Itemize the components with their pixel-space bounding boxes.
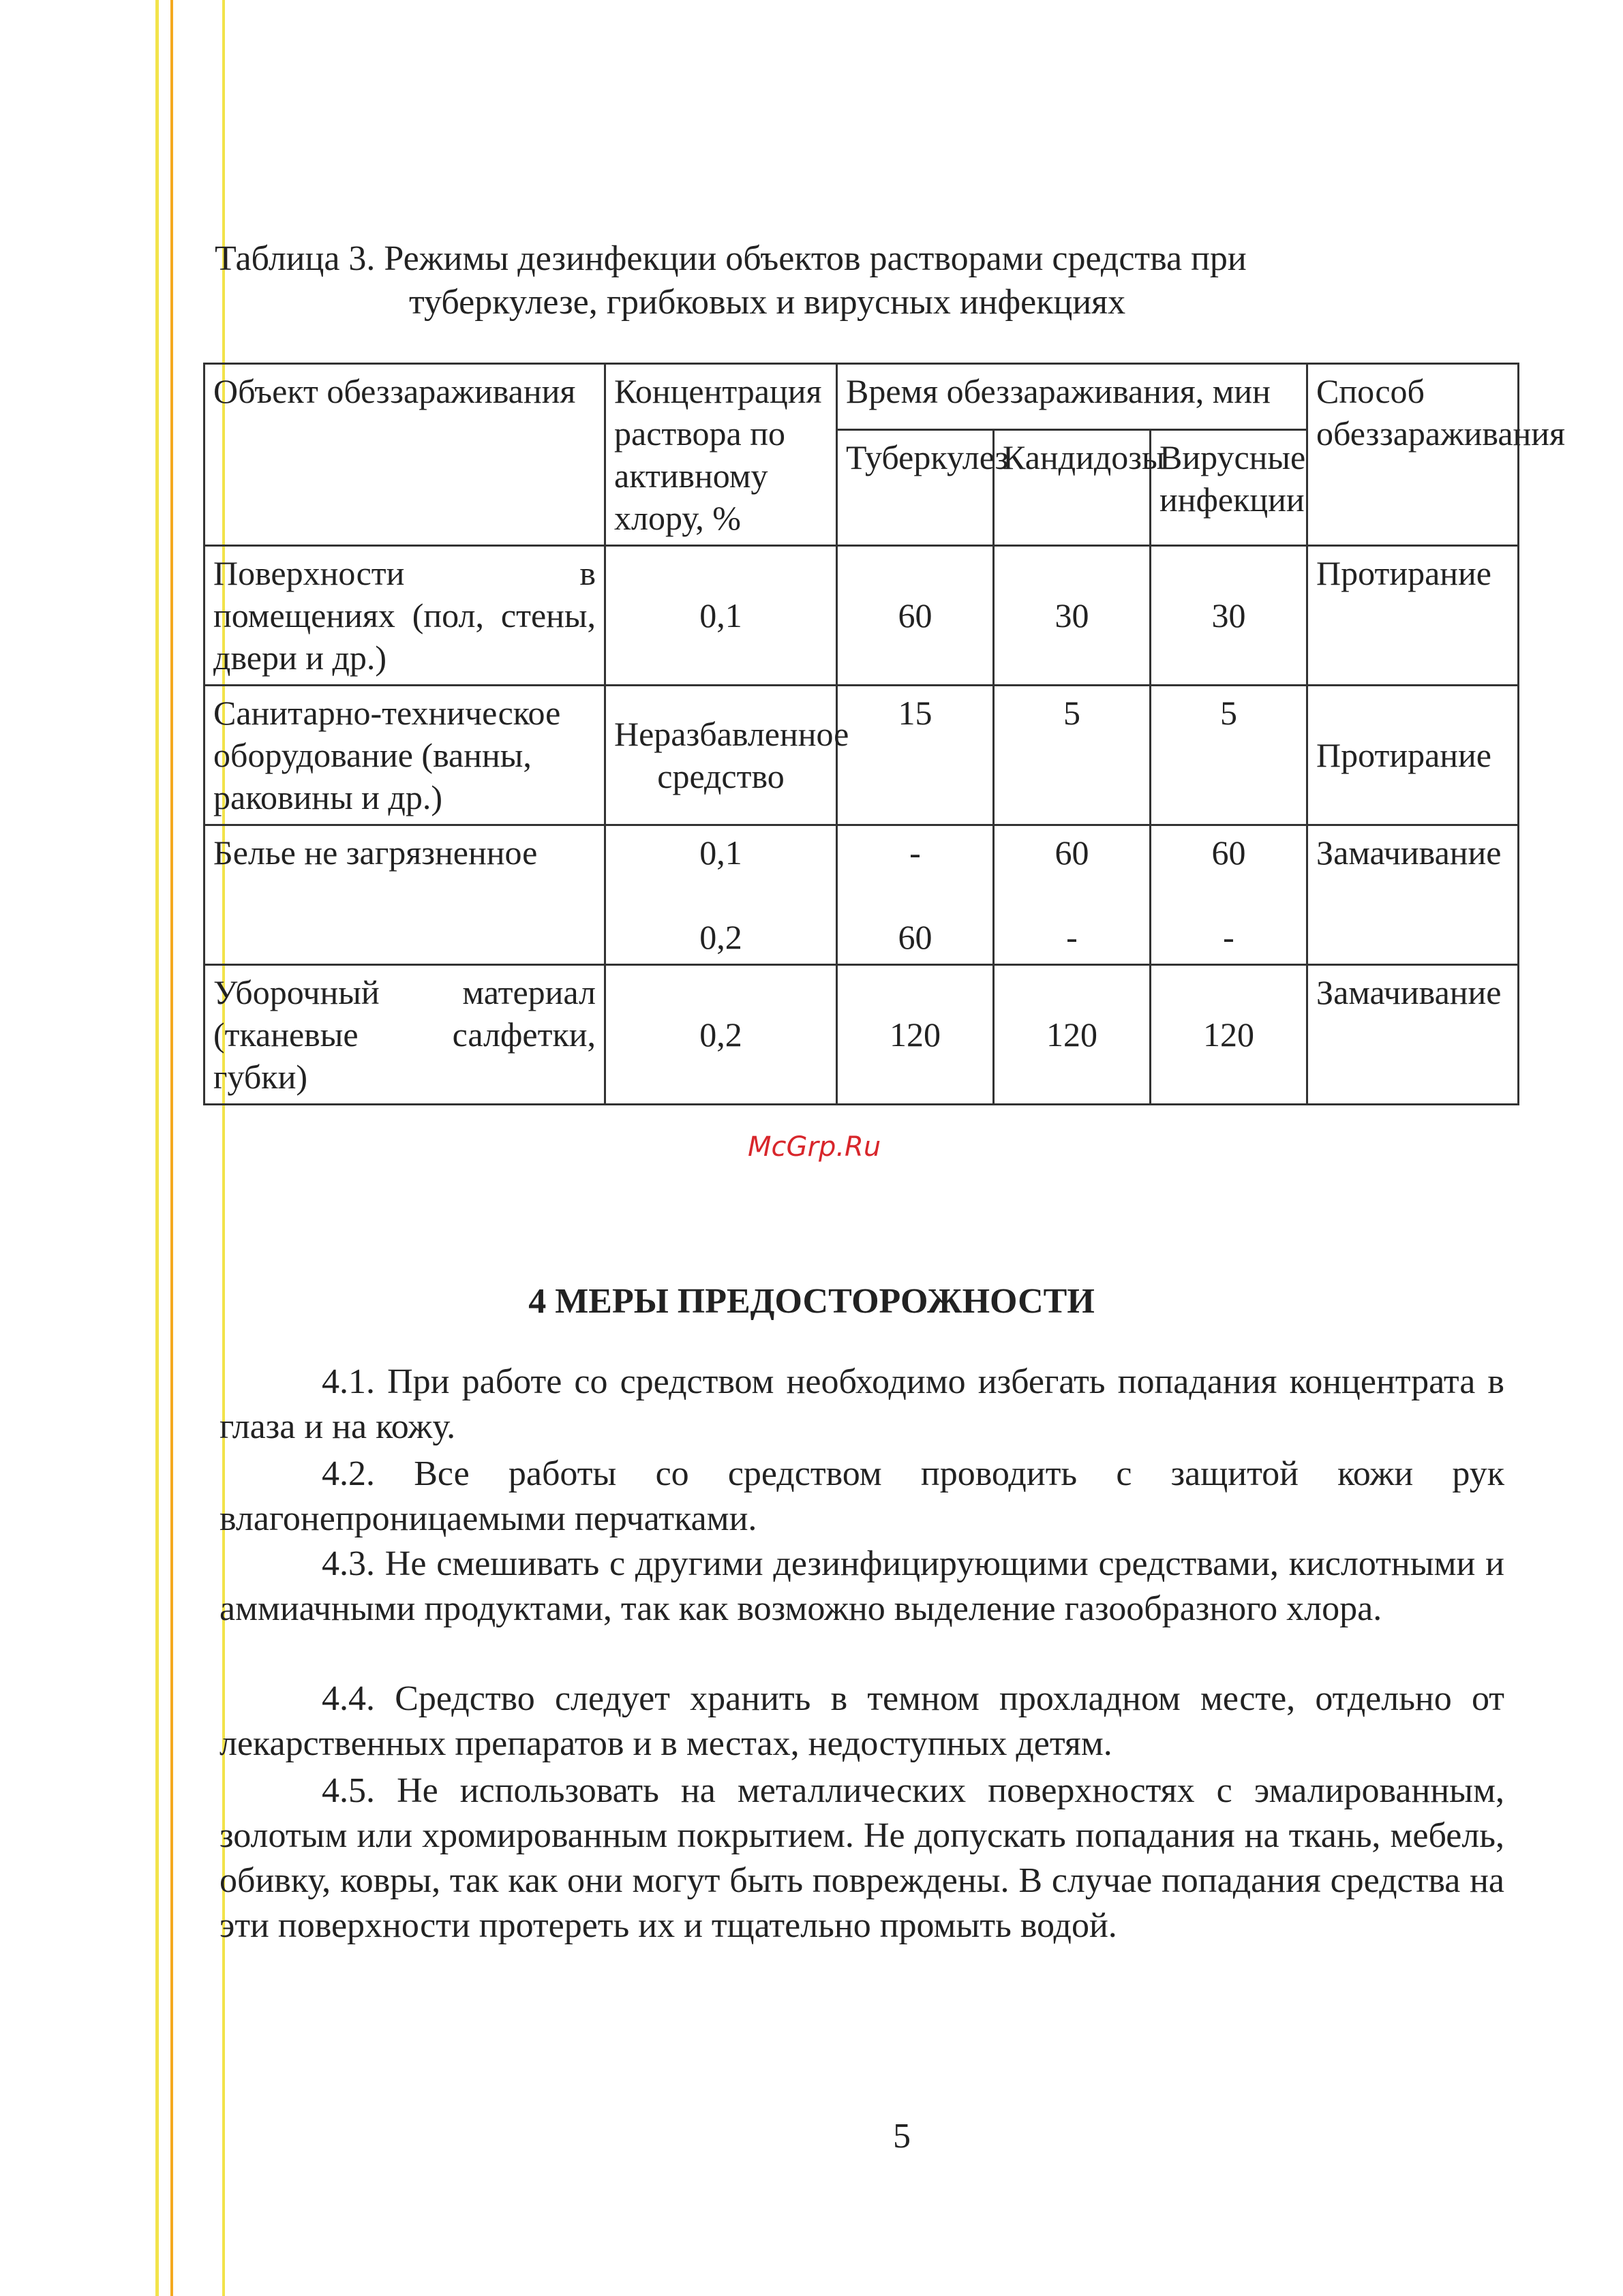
- header-tuberculosis: Туберкулез: [837, 429, 994, 545]
- header-method: Способ обеззараживания: [1307, 364, 1519, 546]
- cell-tuberculosis: 15: [837, 686, 994, 825]
- cell-tuberculosis: 120: [837, 965, 994, 1105]
- header-object: Объект обеззараживания: [204, 364, 605, 546]
- cell-object: Уборочный материал (тканевые салфетки, губки): [204, 965, 605, 1105]
- cell-value: -: [1223, 918, 1234, 956]
- cell-candidiasis: 120: [994, 965, 1151, 1105]
- header-candidiasis: Кандидозы: [994, 429, 1151, 545]
- table-row: [204, 965, 1519, 1105]
- cell-concentration: 0,2: [605, 965, 837, 1105]
- cell-tuberculosis: 60: [837, 546, 994, 686]
- paragraph: 4.1. При работе со средством необходимо избегать попадания концентрата в глаза и на кожу.: [219, 1362, 1504, 1446]
- paragraph: 4.3. Не смешивать с другими дезинфицирующими средствами, кислотными и аммиачными продуктами, так как возможно выделение газообразного хлора.: [219, 1544, 1504, 1628]
- paragraph: 4.4. Средство следует хранить в темном прохладном месте, отдельно от лекарственных препаратов и в местах, недоступных детям.: [219, 1679, 1504, 1763]
- table-row: [204, 546, 1519, 686]
- table-row: [204, 686, 1519, 825]
- paragraph: 4.5. Не использовать на металлических поверхностях с эмалированным, золотым или хромированным покрытием. Не допускать попадания на ткань, мебель, обивку, ковры, так как они могут быть повреждены. В случае попадания средства на эти поверхности протереть их и тщательно промыть водой.: [219, 1771, 1504, 1945]
- cell-concentration: [605, 825, 837, 965]
- cell-object: Поверхности в помещениях (пол, стены, двери и др.): [204, 546, 605, 686]
- cell-value: 0,1: [699, 833, 742, 872]
- cell-concentration: 0,1: [605, 546, 837, 686]
- cell-method: Замачивание: [1307, 965, 1519, 1105]
- cell-value: -: [909, 833, 921, 872]
- cell-viral: 120: [1151, 965, 1307, 1105]
- cell-tuberculosis: [837, 825, 994, 965]
- watermark: McGrp.Ru: [748, 1131, 881, 1163]
- cell-candidiasis: 5: [994, 686, 1151, 825]
- cell-concentration: Неразбавленное средство: [605, 686, 837, 825]
- cell-object: Санитарно-техническое оборудование (ванны, раковины и др.): [204, 686, 605, 825]
- binding-line: [170, 0, 173, 2296]
- cell-viral: [1151, 825, 1307, 965]
- cell-value: 60: [1055, 833, 1089, 872]
- cell-method: Замачивание: [1307, 825, 1519, 965]
- binding-line: [155, 0, 159, 2296]
- paragraph: 4.2. Все работы со средством проводить с защитой кожи рук влагонепроницаемыми перчатками.: [219, 1454, 1504, 1538]
- cell-value: -: [1066, 918, 1078, 956]
- table-row: [204, 825, 1519, 965]
- page-number: 5: [893, 2117, 911, 2156]
- cell-viral: 30: [1151, 546, 1307, 686]
- disinfection-table: [203, 363, 1566, 1105]
- table-caption: [215, 237, 1374, 324]
- cell-object: Белье не загрязненное: [204, 825, 605, 965]
- header-time: Время обеззараживания, мин: [837, 364, 1307, 430]
- cell-method: Протирание: [1307, 686, 1519, 825]
- table-caption-line1: Таблица 3. Режимы дезинфекции объектов растворами средства при: [215, 239, 1247, 278]
- section-title: 4 МЕРЫ ПРЕДОСТОРОЖНОСТИ: [528, 1282, 1095, 1321]
- cell-value: 60: [898, 918, 932, 956]
- cell-value: 0,2: [699, 918, 742, 956]
- cell-candidiasis: 30: [994, 546, 1151, 686]
- cell-viral: 5: [1151, 686, 1307, 825]
- header-concentration: Концентрация раствора по активному хлору, %: [605, 364, 837, 546]
- table-header-row: [204, 364, 1519, 430]
- cell-candidiasis: [994, 825, 1151, 965]
- cell-method: Протирание: [1307, 546, 1519, 686]
- cell-value: 60: [1211, 833, 1246, 872]
- table-caption-line2: туберкулезе, грибковых и вирусных инфекциях: [409, 283, 1126, 322]
- header-viral: Вирусные инфекции: [1151, 429, 1307, 545]
- binding-line: [222, 0, 225, 2296]
